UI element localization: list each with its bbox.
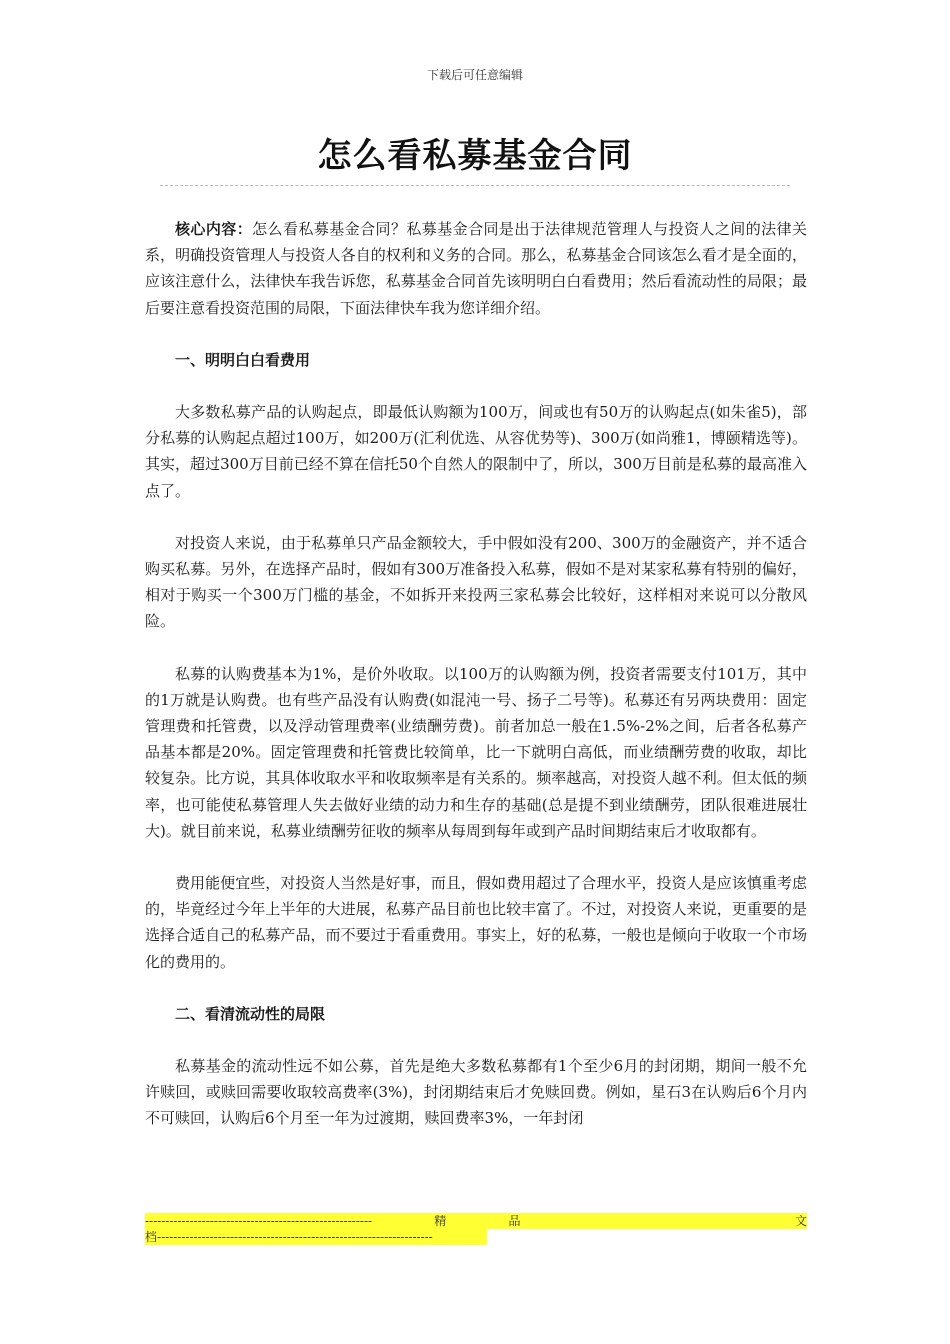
liquidity-paragraph-1: 私募基金的流动性远不如公募，首先是绝大多数私募都有1个至少6月的封闭期，期间一般不允许赎回，或赎回需要收取较高费率(3%)，封闭期结束后才免赎回费。例如，星石3在认购后6个月内不可赎回，认购后6个月至一年为过渡期，赎回费率3%，一年封闭	[145, 1057, 807, 1128]
fees-paragraph-2: 对投资人来说，由于私募单只产品金额较大，手中假如没有200、300万的金融资产，并不适合购买私募。另外，在选择产品时，假如有300万准备投入私募，假如不是对某家私募有特别的偏好，相对于购买一个300万门槛的基金，不如拆开来投两三家私募会比较好，这样相对来说可以分散风险。	[145, 533, 807, 631]
footer-char-2: 品	[508, 1214, 521, 1228]
footer-char-1: 精	[434, 1214, 447, 1228]
document-body	[145, 216, 807, 1158]
intro-label: 核心内容：	[175, 220, 253, 238]
fees-paragraph-1: 大多数私募产品的认购起点，即最低认购额为100万，间或也有50万的认购起点(如朱雀5)，部分私募的认购起点超过100万，如200万(汇利优选、从容优势等)、300万(如尚雅1，博颐精选等)。其实，超过300万目前已经不算在信托50个自然人的限制中了，所以，300万目前是私募的最高准入点了。	[145, 403, 807, 500]
intro-text: 怎么看私募基金合同？私募基金合同是出于法律规范管理人与投资人之间的法律关系，明确投资管理人与投资人各自的权利和义务的合同。那么，私募基金合同该怎么看才是全面的，应该注意什么，法律快车我告诉您，私募基金合同首先该明明白白看费用；然后看流动性的局限；最后要注意看投资范围的局限，下面法律快车我为您详细介绍。	[145, 220, 807, 317]
footer-line-2	[145, 1229, 487, 1245]
footer-char-4: 档	[145, 1230, 158, 1244]
page-header-note: 下载后可任意编辑	[426, 68, 523, 82]
fees-paragraph-3: 私募的认购费基本为1%，是价外收取。以100万的认购额为例，投资者需要支付101万，其中的1万就是认购费。也有些产品没有认购费(如混沌一号、扬子二号等)。私募还有另两块费用：固定管理费和托管费，以及浮动管理费率(业绩酬劳费)。前者加总一般在1.5%-2%之间，后者各私募产品基本都是20%。固定管理费和托管费比较简单，比一下就明白高低，而业绩酬劳费的收取，却比较复杂。比方说，其具体收取水平和收取频率是有关系的。频率越高，对投资人越不利。但太低的频率，也可能使私募管理人失去做好业绩的动力和生存的基础(总是提不到业绩酬劳，团队很难进展壮大)。就目前来说，私募业绩酬劳征收的频率从每周到每年或到产品时间期结束后才收取都有。	[145, 664, 807, 840]
footer-line-1	[145, 1213, 807, 1229]
section-heading-fees: 一、明明白白看费用	[175, 350, 311, 369]
title-divider	[160, 185, 790, 186]
section-heading-liquidity: 二、看清流动性的局限	[175, 1004, 326, 1023]
footer-spacer	[583, 1213, 733, 1229]
fees-paragraph-4: 费用能便宜些，对投资人当然是好事，而且，假如费用超过了合理水平，投资人是应该慎重考虑的，毕竟经过今年上半年的大进展，私募产品目前也比较丰富了。不过，对投资人来说，更重要的是选择合适自己的私募产品，而不要过于看重费用。事实上，好的私募，一般也是倾向于收取一个市场化的费用的。	[145, 874, 807, 971]
footer-dashes-right: --------------------------------------------------------------------	[157, 1230, 433, 1244]
document-title: 怎么看私募基金合同	[317, 136, 633, 176]
footer-dashes-left: --------------------------------------------------------	[145, 1214, 373, 1228]
intro-paragraph	[145, 216, 807, 321]
page-footer	[145, 1213, 807, 1249]
footer-char-3: 文	[794, 1214, 807, 1228]
